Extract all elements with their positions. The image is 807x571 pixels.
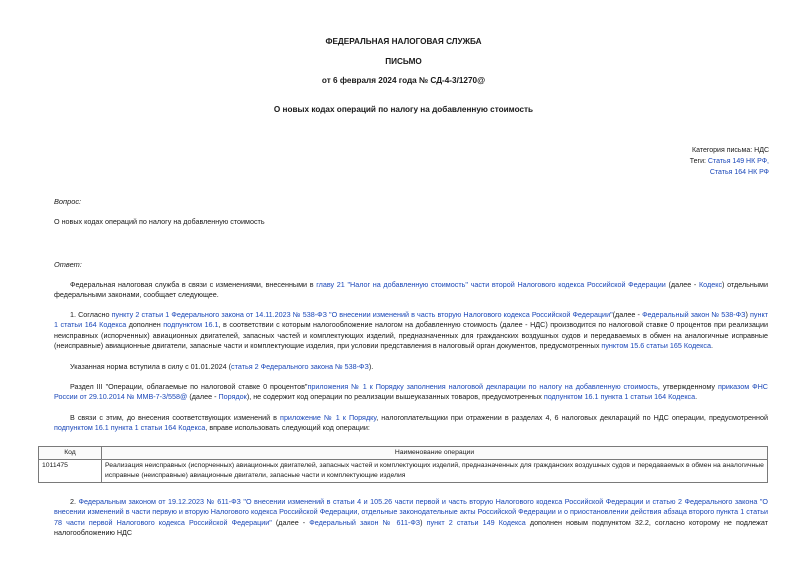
tags-line	[690, 157, 769, 168]
link-order-fns[interactable]: приказом ФНС России от 29.10.2014 № ММВ-7-3/558@	[54, 382, 768, 402]
tag-link-article-149[interactable]: Статья 149 НК РФ,	[707, 157, 769, 165]
answer-label: Ответ:	[54, 260, 82, 269]
text-run: , вправе использовать следующий код операции:	[205, 423, 370, 433]
answer-paragraph-code-usage	[54, 413, 768, 434]
text-run: (далее -	[612, 310, 643, 319]
operation-name-cell: Реализация неисправных (испорченных) авиационных двигателей, запасных частей и комплектующих изделий, предназначенных для гражданских воздушных судов и передаваемых в обмен на аналогичные исправные (неисправные) авиационные двигатели, запасные части и комплектующие изделия	[102, 459, 768, 482]
tags-label: Теги:	[689, 157, 706, 165]
answer-paragraph-intro	[54, 280, 768, 301]
text-run: Указанная норма вступила в силу с 01.01.2024 (	[70, 362, 232, 371]
link-appendix-1[interactable]: приложение № 1 к Порядку	[280, 413, 377, 422]
operation-codes-table	[38, 446, 768, 483]
link-appendix-1-procedure[interactable]: приложения № 1 к Порядку заполнения налоговой декларации по налогу на добавленную стоимость	[307, 382, 658, 391]
operation-code-cell: 1011475	[39, 459, 102, 482]
link-item-2-article-149[interactable]: пункт 2 статьи 149 Кодекса	[426, 517, 526, 527]
text-run: , налогоплательщики при отражении в разделах 4, 6 налоговых деклараций по НДС операции, предусмотренной	[376, 413, 768, 422]
text-run: ).	[368, 362, 374, 371]
text-run: (далее -	[665, 280, 699, 289]
link-subitem-16-1-item-1[interactable]: подпунктом 16.1 пункта 1 статьи 164 Кодекса	[54, 423, 206, 433]
text-run: , утвержденному	[657, 382, 718, 391]
link-law-611-short[interactable]: Федеральный закон № 611-ФЗ	[309, 517, 421, 527]
link-chapter-21[interactable]: главу 21 "Налог на добавленную стоимость" части второй Налогового кодекса Российской Федерации	[316, 280, 666, 289]
link-subitem-16-1[interactable]: подпунктом 16.1	[163, 320, 219, 330]
letter-category: Категория письма: НДС	[692, 147, 769, 154]
link-law-611-fz[interactable]: Федеральным законом от 19.12.2023 № 611-ФЗ "О внесении изменений в статьи 4 и 105.26 части первой и часть вторую Налогового кодекса Российской Федерации и статью 2 Федерального закона "О внесении изменений в части первую и вторую Налогового кодекса Российской Федерации, отдельные законодательные акты Российской Федерации и о приостановлении действия абзаца второго пункта 1 статьи 78 части первой Налогового кодекса Российской Федерации"	[54, 497, 768, 527]
text-run: дополнен новым подпунктом 32.2, согласно которому не подлежат налогообложению НДС	[54, 517, 768, 538]
text-run: )	[745, 310, 751, 319]
text-run: 1. Согласно	[70, 310, 112, 319]
document-type: ПИСЬМО	[385, 57, 422, 66]
document-date-number: от 6 февраля 2024 года № СД-4-3/1270@	[321, 76, 486, 85]
text-run: (далее -	[271, 517, 310, 527]
text-run: дополнен	[126, 320, 164, 330]
link-item-15-6-article-165[interactable]: пунктом 15.6 статьи 165 Кодекса	[601, 341, 711, 351]
text-run: .	[695, 392, 698, 402]
text-run: Раздел III "Операции, облагаемые по налоговой ставке 0 процентов"	[70, 382, 308, 391]
link-law-538-short[interactable]: Федеральный закон № 538-ФЗ	[642, 310, 746, 319]
text-run: Федеральная налоговая служба в связи с изменениями, внесенными в	[70, 280, 317, 289]
answer-paragraph-1	[54, 310, 768, 352]
link-kodeks[interactable]: Кодекс	[699, 280, 723, 289]
answer-paragraph-section-3	[54, 382, 768, 403]
text-run: .	[710, 341, 713, 351]
text-run: , в соответствии с которым налогообложение налогом на добавленную стоимость (далее - НДС) производится по налоговой ставке 0 процентов при реализации неисправных (испорченных) авиационных двигателей, запасных частей и комплектующих изделий, предназначенных для гражданских воздушных судов и передаваемых в обмен на аналогичные исправные (неисправные) авиационные двигатели, запасные части и комплектующие изделия, при условии представления в налоговый орган документов, предусмотренных	[54, 320, 769, 351]
text-run: В связи с этим, до внесения соответствующих изменений в	[70, 413, 281, 422]
agency-title: ФЕДЕРАЛЬНАЯ НАЛОГОВАЯ СЛУЖБА	[325, 37, 482, 46]
text-run: (далее -	[187, 392, 219, 402]
link-subitem-16-1-article-164[interactable]: подпунктом 16.1 пункта 1 статьи 164 Кодекса	[543, 392, 696, 402]
document-meta	[690, 146, 769, 179]
answer-paragraph-effective	[54, 362, 768, 372]
link-item-1-article-164[interactable]: пункт 1 статьи 164 Кодекса	[54, 310, 768, 330]
link-article-2-law-538[interactable]: статья 2 Федерального закона № 538-ФЗ	[231, 362, 369, 371]
link-law-538-fz[interactable]: пункту 2 статьи 1 Федерального закона от 14.11.2023 № 538-ФЗ "О внесении изменений в часть вторую Налогового кодекса Российской Федерации"	[111, 310, 613, 319]
text-run: )	[420, 517, 427, 527]
answer-paragraph-2	[54, 497, 768, 539]
question-label: Вопрос:	[54, 197, 82, 206]
text-run: 2.	[70, 497, 79, 506]
text-run: ) отдельными федеральными законами, сообщает следующее.	[54, 280, 768, 300]
table-header-row	[39, 447, 768, 460]
document-subject: О новых кодах операций по налогу на добавленную стоимость	[273, 105, 534, 114]
link-poryadok[interactable]: Порядок	[218, 392, 247, 402]
column-header-name: Наименование операции	[102, 447, 768, 460]
tag-link-article-164[interactable]: Статья 164 НК РФ	[709, 168, 769, 176]
text-run: ), не содержит код операции по реализации вышеуказанных товаров, предусмотренных	[246, 392, 544, 402]
question-text: О новых кодах операций по налогу на добавленную стоимость	[54, 217, 265, 226]
column-header-code: Код	[39, 447, 102, 460]
table-row	[39, 459, 768, 482]
